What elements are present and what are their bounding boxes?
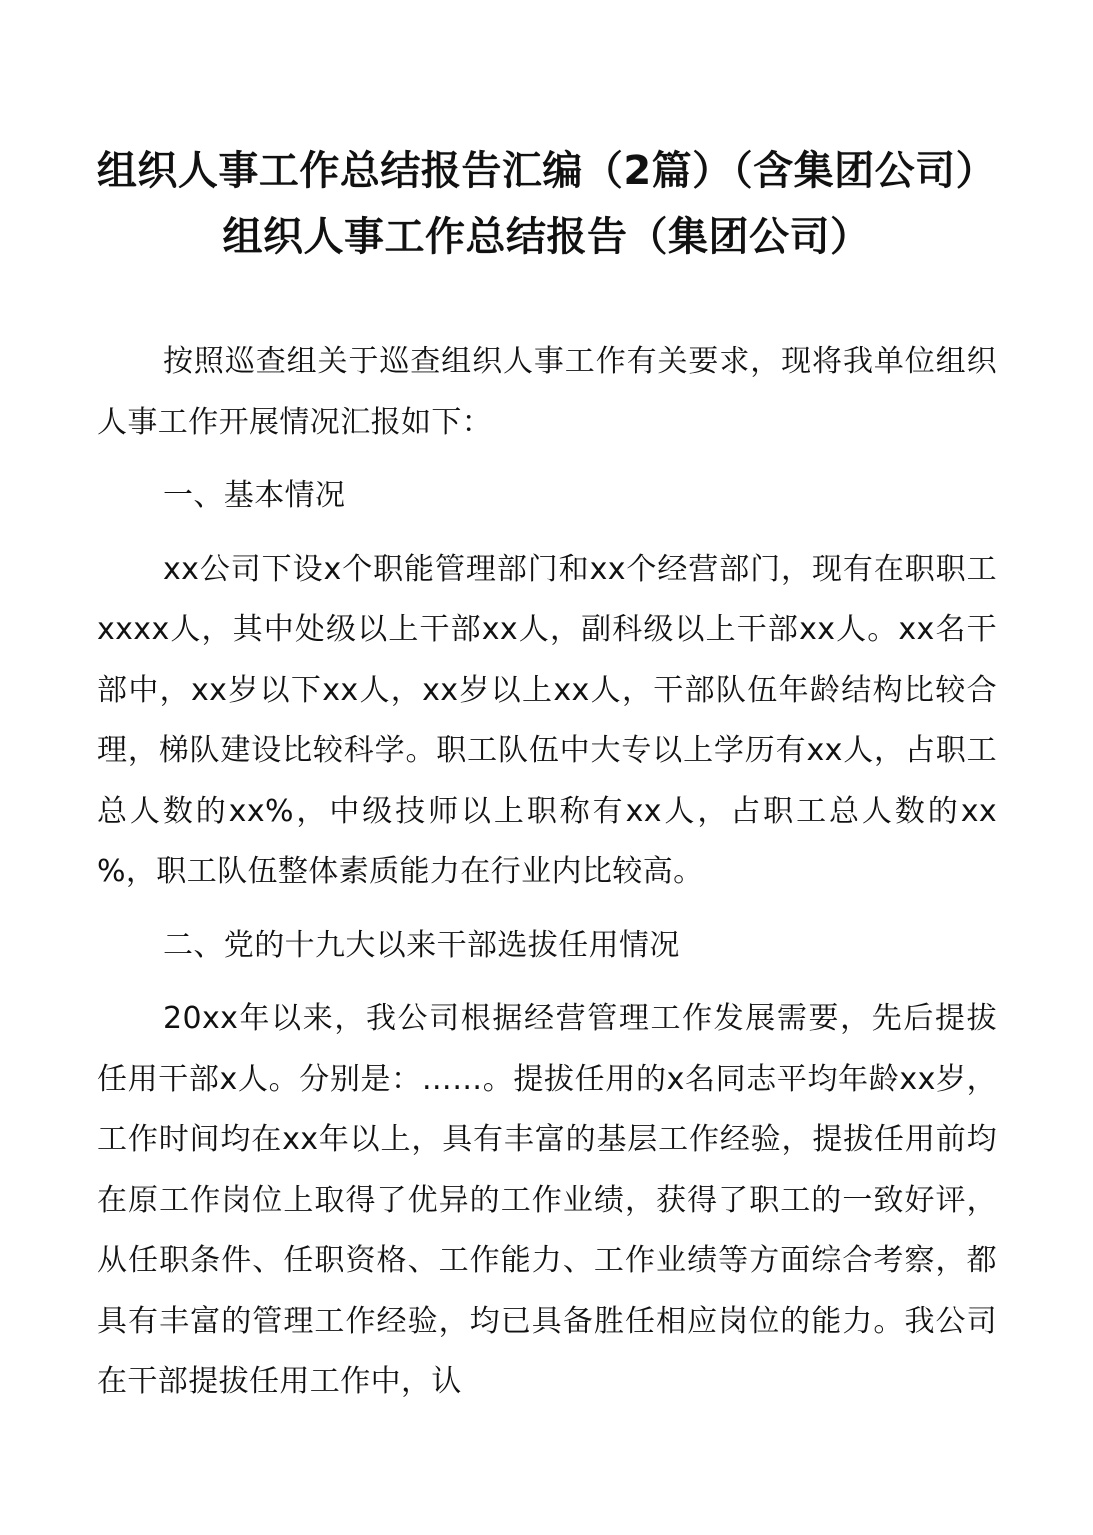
section-heading-basic-situation: 一、基本情况 — [163, 478, 346, 513]
title-block — [80, 142, 1013, 266]
basic-situation-paragraph: xx公司下设x个职能管理部门和xx个经营部门，现有在职职工xxxx人，其中处级以上干部xx人，副科级以上干部xx人。xx名干部中，xx岁以下xx人，xx岁以上xx人，干部队伍年龄结构比较合理，梯队建设比较科学。职工队伍中大专以上学历有xx人，占职工总人数的xx%，中级技师以上职称有xx人，占职工总人数的xx %，职工队伍整体素质能力在行业内比较高。 — [97, 551, 997, 889]
sub-title: 组织人事工作总结报告（集团公司） — [222, 214, 871, 260]
intro-paragraph: 按照巡查组关于巡查组织人事工作有关要求，现将我单位组织人事工作开展情况汇报如下： — [97, 344, 997, 440]
cadre-selection-paragraph: 20xx年以来，我公司根据经营管理工作发展需要，先后提拔任用干部x人。分别是：……。提拔任用的x名同志平均年龄xx岁，工作时间均在xx年以上，具有丰富的基层工作经验，提拔任用前均在原工作岗位上取得了优异的工作业绩，获得了职工的一致好评，从任职条件、任职资格、工作能力、工作业绩等方面综合考察，都具有丰富的管理工作经验，均已具备胜任相应岗位的能力。我公司在干部提拔任用工作中，认 — [97, 1001, 997, 1399]
document-body — [97, 332, 997, 1426]
section-heading-cadre-selection: 二、党的十九大以来干部选拔任用情况 — [163, 927, 680, 963]
main-title: 组织人事工作总结报告汇编（2篇）（含集团公司） — [96, 148, 997, 194]
